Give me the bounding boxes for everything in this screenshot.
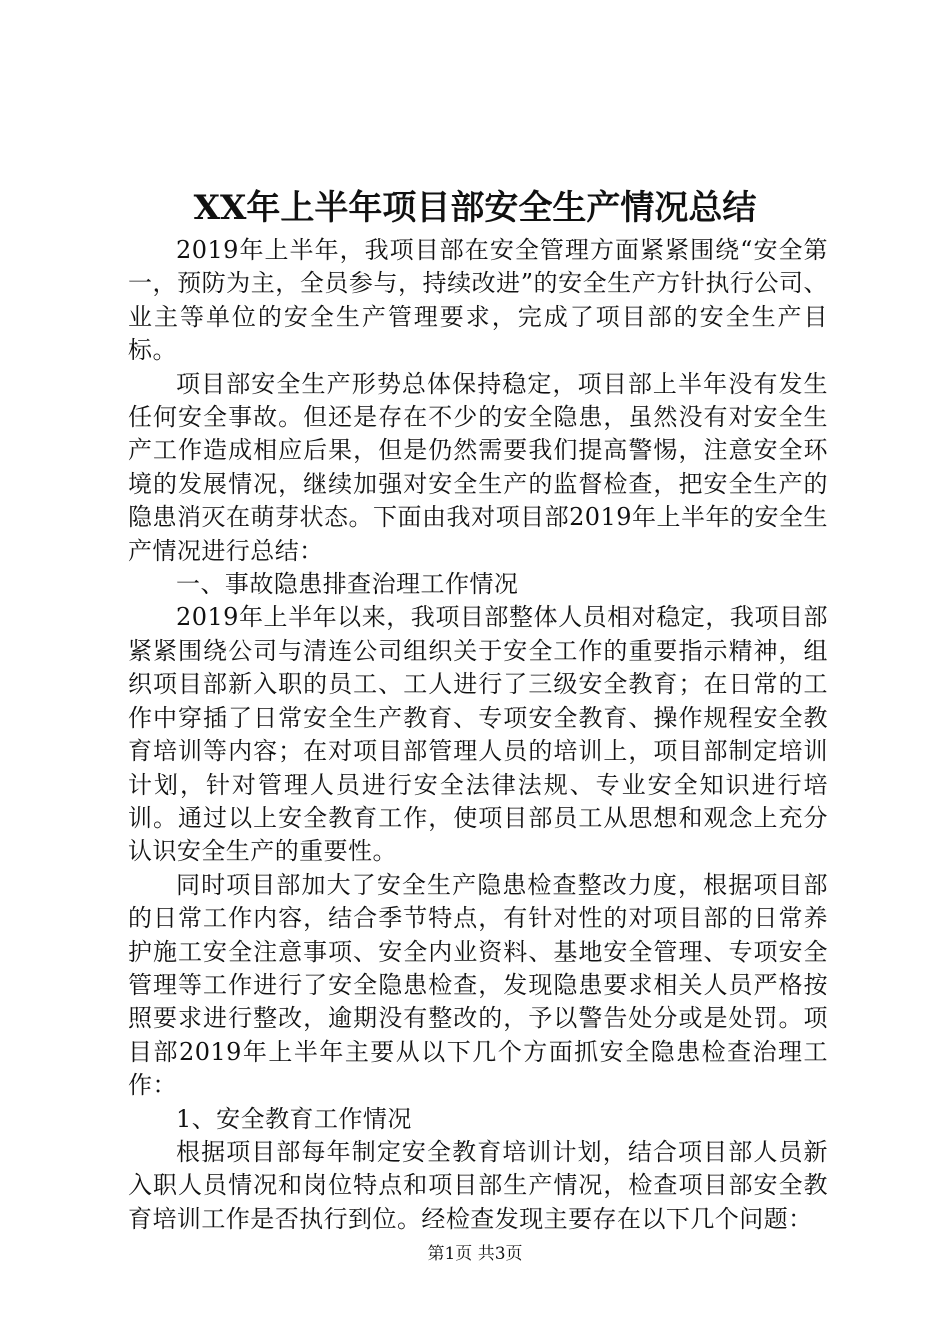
paragraph-intro: 2019年上半年，我项目部在安全管理方面紧紧围绕“安全第一，预防为主，全员参与，持续改进”的安全生产方针执行公司、业主等单位的安全生产管理要求，完成了项目部的安全生产目标。	[128, 236, 828, 365]
section-heading-1: 一、事故隐患排查治理工作情况	[176, 570, 519, 599]
document-title: XX年上半年项目部安全生产情况总结	[193, 188, 757, 228]
document-body	[128, 234, 828, 1236]
paragraph-training: 2019年上半年以来，我项目部整体人员相对稳定，我项目部紧紧围绕公司与清连公司组织关于安全工作的重要指示精神，组织项目部新入职的员工、工人进行了三级安全教育；在日常的工作中穿插了日常安全生产教育、专项安全教育、操作规程安全教育培训等内容；在对项目部管理人员的培训上，项目部制定培训计划，针对管理人员进行安全法律法规、专业安全知识进行培训。通过以上安全教育工作，使项目部员工从思想和观念上充分认识安全生产的重要性。	[128, 603, 828, 866]
paragraph-overview: 项目部安全生产形势总体保持稳定，项目部上半年没有发生任何安全事故。但还是存在不少的安全隐患，虽然没有对安全生产工作造成相应后果，但是仍然需要我们提高警惕，注意安全环境的发展情况，继续加强对安全生产的监督检查，把安全生产的隐患消灭在萌芽状态。下面由我对项目部2019年上半年的安全生产情况进行总结：	[128, 369, 828, 565]
page-footer: 第1页 共3页	[427, 1244, 523, 1264]
paragraph-inspection: 同时项目部加大了安全生产隐患检查整改力度，根据项目部的日常工作内容，结合季节特点，有针对性的对项目部的日常养护施工安全注意事项、安全内业资料、基地安全管理、专项安全管理等工作进行了安全隐患检查，发现隐患要求相关人员严格按照要求进行整改，逾期没有整改的，予以警告处分或是处罚。项目部2019年上半年主要从以下几个方面抓安全隐患检查治理工作：	[128, 870, 828, 1100]
subsection-heading-1: 1、安全教育工作情况	[176, 1104, 412, 1133]
paragraph-education: 根据项目部每年制定安全教育培训计划，结合项目部人员新入职人员情况和岗位特点和项目部生产情况，检查项目部安全教育培训工作是否执行到位。经检查发现主要存在以下几个问题：	[128, 1137, 828, 1233]
